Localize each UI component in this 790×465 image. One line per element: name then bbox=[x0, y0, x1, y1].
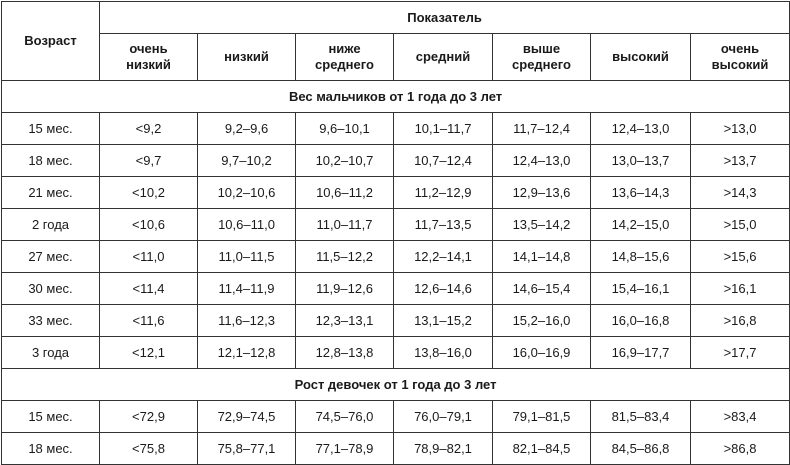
section-title: Рост девочек от 1 года до 3 лет bbox=[2, 369, 790, 401]
value-cell: 12,4–13,0 bbox=[591, 113, 691, 145]
table-row bbox=[2, 177, 790, 209]
value-cell: 11,9–12,6 bbox=[296, 273, 394, 305]
value-cell: 11,5–12,2 bbox=[296, 241, 394, 273]
value-cell: >15,0 bbox=[691, 209, 790, 241]
value-cell: 12,8–13,8 bbox=[296, 337, 394, 369]
value-cell: 11,2–12,9 bbox=[394, 177, 493, 209]
value-cell: 16,0–16,9 bbox=[493, 337, 591, 369]
value-cell: >86,8 bbox=[691, 433, 790, 465]
value-cell: 12,9–13,6 bbox=[493, 177, 591, 209]
value-cell: 75,8–77,1 bbox=[198, 433, 296, 465]
value-cell: 14,6–15,4 bbox=[493, 273, 591, 305]
value-cell: >13,7 bbox=[691, 145, 790, 177]
header-row-columns bbox=[2, 34, 790, 81]
value-cell: <11,0 bbox=[100, 241, 198, 273]
column-header: выше среднего bbox=[493, 34, 591, 81]
value-cell: 10,7–12,4 bbox=[394, 145, 493, 177]
value-cell: 13,5–14,2 bbox=[493, 209, 591, 241]
age-cell: 33 мес. bbox=[2, 305, 100, 337]
age-header: Возраст bbox=[2, 2, 100, 81]
age-cell: 18 мес. bbox=[2, 433, 100, 465]
value-cell: 10,2–10,6 bbox=[198, 177, 296, 209]
value-cell: 11,4–11,9 bbox=[198, 273, 296, 305]
value-cell: >13,0 bbox=[691, 113, 790, 145]
table-row bbox=[2, 433, 790, 465]
value-cell: 15,2–16,0 bbox=[493, 305, 591, 337]
table-row bbox=[2, 241, 790, 273]
value-cell: <11,6 bbox=[100, 305, 198, 337]
value-cell: 11,0–11,7 bbox=[296, 209, 394, 241]
value-cell: 9,6–10,1 bbox=[296, 113, 394, 145]
value-cell: 15,4–16,1 bbox=[591, 273, 691, 305]
value-cell: 13,0–13,7 bbox=[591, 145, 691, 177]
value-cell: 11,0–11,5 bbox=[198, 241, 296, 273]
value-cell: 14,1–14,8 bbox=[493, 241, 591, 273]
section-title: Вес мальчиков от 1 года до 3 лет bbox=[2, 81, 790, 113]
value-cell: 12,1–12,8 bbox=[198, 337, 296, 369]
value-cell: 78,9–82,1 bbox=[394, 433, 493, 465]
column-header: низкий bbox=[198, 34, 296, 81]
table-row bbox=[2, 337, 790, 369]
table-row bbox=[2, 113, 790, 145]
section-header-row bbox=[2, 369, 790, 401]
table-row bbox=[2, 401, 790, 433]
value-cell: 13,1–15,2 bbox=[394, 305, 493, 337]
age-cell: 21 мес. bbox=[2, 177, 100, 209]
value-cell: 76,0–79,1 bbox=[394, 401, 493, 433]
value-cell: 9,7–10,2 bbox=[198, 145, 296, 177]
table-row bbox=[2, 209, 790, 241]
table-row bbox=[2, 145, 790, 177]
value-cell: <10,6 bbox=[100, 209, 198, 241]
value-cell: 77,1–78,9 bbox=[296, 433, 394, 465]
age-cell: 27 мес. bbox=[2, 241, 100, 273]
value-cell: >15,6 bbox=[691, 241, 790, 273]
header-row-top bbox=[2, 2, 790, 34]
column-header: ниже среднего bbox=[296, 34, 394, 81]
value-cell: <12,1 bbox=[100, 337, 198, 369]
value-cell: 12,4–13,0 bbox=[493, 145, 591, 177]
value-cell: 11,6–12,3 bbox=[198, 305, 296, 337]
value-cell: 79,1–81,5 bbox=[493, 401, 591, 433]
value-cell: 10,1–11,7 bbox=[394, 113, 493, 145]
column-header: высокий bbox=[591, 34, 691, 81]
value-cell: >14,3 bbox=[691, 177, 790, 209]
value-cell: >83,4 bbox=[691, 401, 790, 433]
table-row bbox=[2, 273, 790, 305]
value-cell: 12,2–14,1 bbox=[394, 241, 493, 273]
column-header: очень высокий bbox=[691, 34, 790, 81]
age-cell: 30 мес. bbox=[2, 273, 100, 305]
table-row bbox=[2, 305, 790, 337]
value-cell: 13,8–16,0 bbox=[394, 337, 493, 369]
value-cell: >16,1 bbox=[691, 273, 790, 305]
age-cell: 2 года bbox=[2, 209, 100, 241]
column-header: очень низкий bbox=[100, 34, 198, 81]
growth-table bbox=[1, 1, 790, 465]
indicator-header: Показатель bbox=[100, 2, 790, 34]
section-header-row bbox=[2, 81, 790, 113]
value-cell: 14,2–15,0 bbox=[591, 209, 691, 241]
value-cell: 82,1–84,5 bbox=[493, 433, 591, 465]
value-cell: <75,8 bbox=[100, 433, 198, 465]
value-cell: 16,0–16,8 bbox=[591, 305, 691, 337]
age-cell: 15 мес. bbox=[2, 401, 100, 433]
value-cell: <10,2 bbox=[100, 177, 198, 209]
value-cell: <9,7 bbox=[100, 145, 198, 177]
value-cell: <9,2 bbox=[100, 113, 198, 145]
value-cell: 9,2–9,6 bbox=[198, 113, 296, 145]
value-cell: <11,4 bbox=[100, 273, 198, 305]
value-cell: 14,8–15,6 bbox=[591, 241, 691, 273]
value-cell: >17,7 bbox=[691, 337, 790, 369]
age-cell: 3 года bbox=[2, 337, 100, 369]
value-cell: 10,6–11,2 bbox=[296, 177, 394, 209]
value-cell: 81,5–83,4 bbox=[591, 401, 691, 433]
value-cell: <72,9 bbox=[100, 401, 198, 433]
column-header: средний bbox=[394, 34, 493, 81]
age-cell: 18 мес. bbox=[2, 145, 100, 177]
value-cell: 10,6–11,0 bbox=[198, 209, 296, 241]
age-cell: 15 мес. bbox=[2, 113, 100, 145]
value-cell: 10,2–10,7 bbox=[296, 145, 394, 177]
value-cell: 13,6–14,3 bbox=[591, 177, 691, 209]
value-cell: 16,9–17,7 bbox=[591, 337, 691, 369]
value-cell: 12,3–13,1 bbox=[296, 305, 394, 337]
value-cell: 72,9–74,5 bbox=[198, 401, 296, 433]
value-cell: 11,7–12,4 bbox=[493, 113, 591, 145]
value-cell: 74,5–76,0 bbox=[296, 401, 394, 433]
value-cell: 12,6–14,6 bbox=[394, 273, 493, 305]
value-cell: 84,5–86,8 bbox=[591, 433, 691, 465]
value-cell: >16,8 bbox=[691, 305, 790, 337]
value-cell: 11,7–13,5 bbox=[394, 209, 493, 241]
table-body bbox=[2, 81, 790, 465]
